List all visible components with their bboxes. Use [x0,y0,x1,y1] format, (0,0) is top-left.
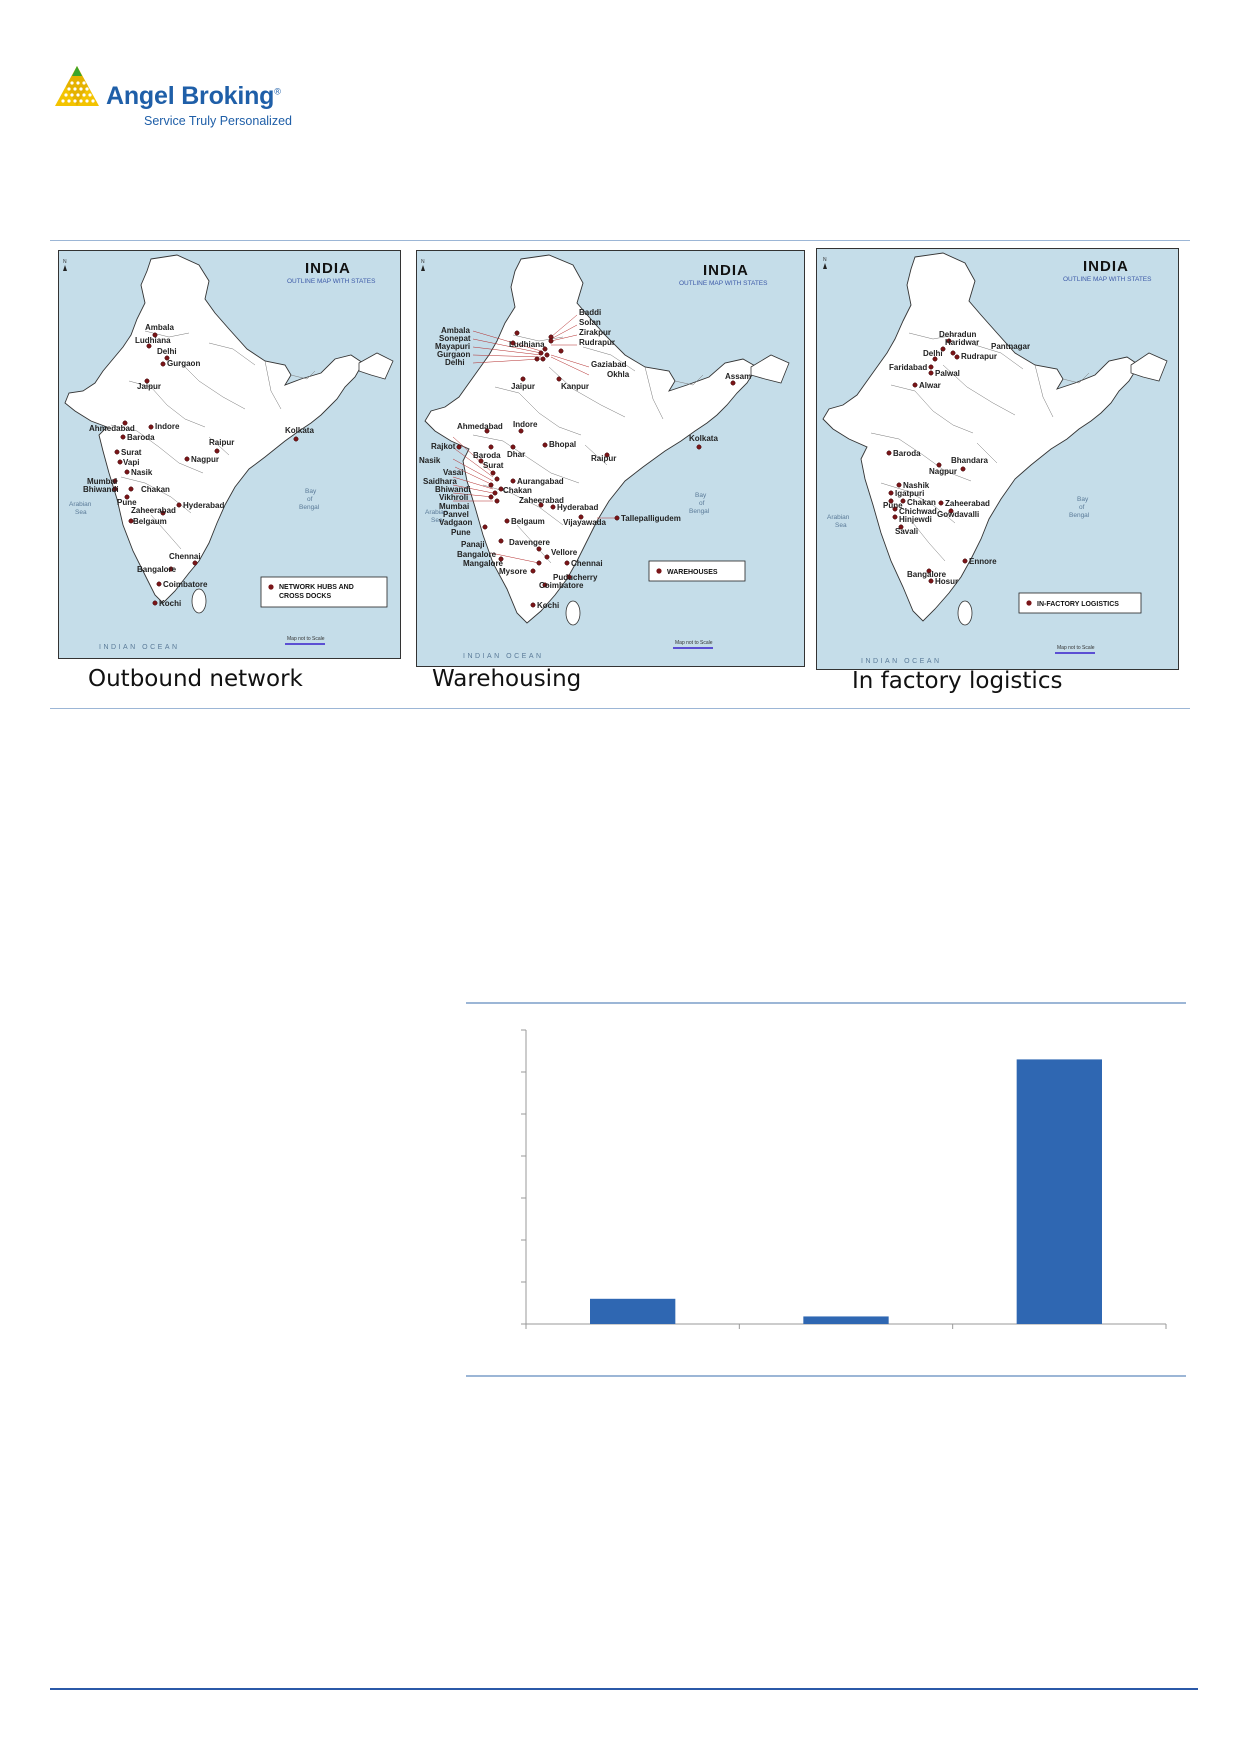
city-label: Delhi [445,358,465,367]
city-label: Faridabad [889,363,928,372]
sea-label-east: Bengal [299,504,320,511]
city-label: Bangalore [137,565,177,574]
city-label: Chakan [141,485,170,494]
city-label: Nagpur [191,455,219,464]
chart-bottom-rule [466,1375,1186,1377]
city-label: Chichwad [899,507,937,516]
city-label: Zaheerabad [945,499,990,508]
city-label: Pune [451,528,471,537]
maps-bottom-divider [50,708,1190,709]
city-label: Mumbai [87,477,118,486]
north-arrow-icon [823,263,827,269]
city-label: Saidhara [423,477,457,486]
city-label: Ahmedabad [457,422,503,431]
city-label: Pantnagar [991,342,1031,351]
sea-label-east: Bay [695,492,707,499]
north-arrow-label: N [421,259,425,265]
sea-label-east: Bay [1077,496,1089,503]
ocean-label: INDIAN OCEAN [463,653,544,660]
city-label: Baroda [127,433,155,442]
map-subtitle: OUTLINE MAP WITH STATES [287,278,376,285]
bar-chart [466,1010,1186,1340]
sea-label-west: Sea [431,517,443,524]
city-label: Mysore [499,567,528,576]
city-label: Belgaum [511,517,545,526]
city-label: Dhar [507,450,526,459]
city-label: Baddi [579,308,602,317]
city-label: Assam [725,372,752,381]
city-label: Coimbatore [539,581,584,590]
city-label: Vikhroli [439,493,469,502]
north-arrow-label: N [823,257,827,263]
city-label: Raipur [591,454,617,463]
city-label: Kochi [537,601,560,610]
legend-label: NETWORK HUBS AND [279,584,354,591]
city-label: Sonepat [439,334,471,343]
legend-marker [1026,600,1031,605]
chart-bar [590,1299,675,1324]
city-label: Baroda [893,449,921,458]
sea-label-east: Bengal [1069,512,1090,519]
scale-note: Map not to Scale [1057,645,1095,651]
city-label: Pune [117,498,137,507]
scale-note: Map not to Scale [287,636,325,642]
city-label: Belgaum [133,517,167,526]
city-label: Bhiwandi [435,485,471,494]
brand-name [106,82,281,111]
city-label: Delhi [923,349,943,358]
city-label: Gurgaon [437,350,471,359]
city-label: Ambala [441,326,470,335]
city-label: Vadgaon [439,518,473,527]
city-label: Indore [513,420,538,429]
city-label: Rudrapur [961,352,997,361]
city-label: Hinjewdi [899,515,932,524]
sea-label-east: of [699,500,705,507]
top-divider [50,240,1190,241]
city-label: Haridwar [945,338,980,347]
city-label: Baroda [473,451,501,460]
sea-label-west: Arabian [69,501,92,508]
city-label: Nasik [419,456,441,465]
city-label: Igatpuri [895,489,925,498]
city-label: Ludhiana [509,340,545,349]
legend-label: WAREHOUSES [667,569,718,576]
city-label: Palwal [935,369,960,378]
city-label: Dehradun [939,330,977,339]
city-label: Zaheerabad [131,506,176,515]
city-label: Ambala [145,323,174,332]
brand-mark: ® [274,86,281,97]
city-label: Savali [895,527,919,536]
city-label: Panvel [443,510,469,519]
city-label: Chakan [907,498,936,507]
sea-label-west: Arabian [827,514,850,521]
sea-label-east: of [1079,504,1085,511]
city-label: Panaji [461,540,485,549]
city-label: Davengere [509,538,550,547]
city-label: Vasai [443,468,464,477]
city-label: Indore [155,422,180,431]
sea-label-east: of [307,496,313,503]
map-caption-infactory: In factory logistics [852,668,1063,694]
city-label: Mumbai [439,502,470,511]
map-title: INDIA [703,262,749,279]
city-label: Tallepalligudem [621,514,681,523]
city-label: Ennore [969,557,997,566]
city-label: Mangalore [463,559,504,568]
city-label: Surat [121,448,142,457]
city-label: Jaipur [137,382,162,391]
map-caption-warehousing: Warehousing [432,666,582,692]
map-title: INDIA [305,260,351,277]
city-label: Kolkata [285,426,314,435]
map-infactory [816,248,1179,670]
city-label: Hyderabad [557,503,599,512]
city-label: Vapi [123,458,140,467]
brand-name-text: Angel Broking [106,82,275,110]
chart-bars [590,1059,1102,1324]
map-title: INDIA [1083,258,1129,275]
city-label: Jaipur [511,382,536,391]
city-label: Nagpur [929,467,957,476]
map-outbound [58,250,401,659]
city-label: Rudrapur [579,338,615,347]
chart-bar [1017,1059,1102,1324]
footer-rule [50,1688,1198,1690]
sea-label-west: Sea [835,522,847,529]
city-label: Okhla [607,370,630,379]
sea-label-east: Bengal [689,508,710,515]
city-label: Puducherry [553,573,598,582]
city-label: Pune [883,501,903,510]
city-label: Nasik [131,468,153,477]
legend-marker [268,584,273,589]
ocean-label: INDIAN OCEAN [99,644,180,651]
north-arrow-icon [63,265,67,271]
scale-bar [673,647,713,649]
city-label: Bhiwandi [83,485,119,494]
map-caption-outbound: Outbound network [88,666,303,692]
city-label: Chakan [503,486,532,495]
city-label: Gaziabad [591,360,627,369]
city-label: Hyderabad [183,501,225,510]
scale-bar [1055,652,1095,654]
city-label: Chennai [169,552,201,561]
map-legend [261,577,387,607]
city-label: Mayapuri [435,342,471,351]
angel-broking-logo [52,60,312,140]
city-label: Bhandara [951,456,988,465]
city-label: Ahmedabad [89,424,135,433]
north-arrow-icon [421,265,425,271]
city-label: Kanpur [561,382,589,391]
city-label: Delhi [157,347,177,356]
legend-label: CROSS DOCKS [279,593,332,600]
legend-label: IN-FACTORY LOGISTICS [1037,601,1119,608]
brand-tagline: Service Truly Personalized [144,114,292,128]
city-label: Gurgaon [167,359,201,368]
logo-triangle-icon [52,64,102,110]
city-label: Aurangabad [517,477,564,486]
city-label: Ludhiana [135,336,171,345]
scale-note: Map not to Scale [675,640,713,646]
scale-bar [285,643,325,645]
legend-marker [656,568,661,573]
city-label: Surat [483,461,504,470]
city-label: Bangalore [907,570,947,579]
city-label: Solan [579,318,601,327]
map-warehousing [416,250,805,667]
sea-label-west: Arabian [425,509,448,516]
city-label: Rajkot [431,442,456,451]
city-label: Bhopal [549,440,577,449]
city-label: Vellore [551,548,578,557]
map-subtitle: OUTLINE MAP WITH STATES [1063,276,1152,283]
sea-label-east: Bay [305,488,317,495]
city-label: Alwar [919,381,941,390]
city-label: Coimbatore [163,580,208,589]
city-label: Raipur [209,438,235,447]
chart-bar [803,1316,888,1324]
sea-label-west: Sea [75,509,87,516]
city-label: Bangalore [457,550,497,559]
ocean-label: INDIAN OCEAN [861,658,942,665]
city-label: Chennai [571,559,603,568]
chart-top-rule [466,1002,1186,1004]
map-subtitle: OUTLINE MAP WITH STATES [679,280,768,287]
north-arrow-label: N [63,259,67,265]
city-label: Gowdavalli [937,510,980,519]
city-label: Vijayawada [563,518,606,527]
city-label: Kolkata [689,434,718,443]
city-label: Nashik [903,481,930,490]
city-label: Hosur [935,577,959,586]
city-label: Zirakpur [579,328,612,337]
city-label: Kochi [159,599,182,608]
city-label: Zaheerabad [519,496,564,505]
